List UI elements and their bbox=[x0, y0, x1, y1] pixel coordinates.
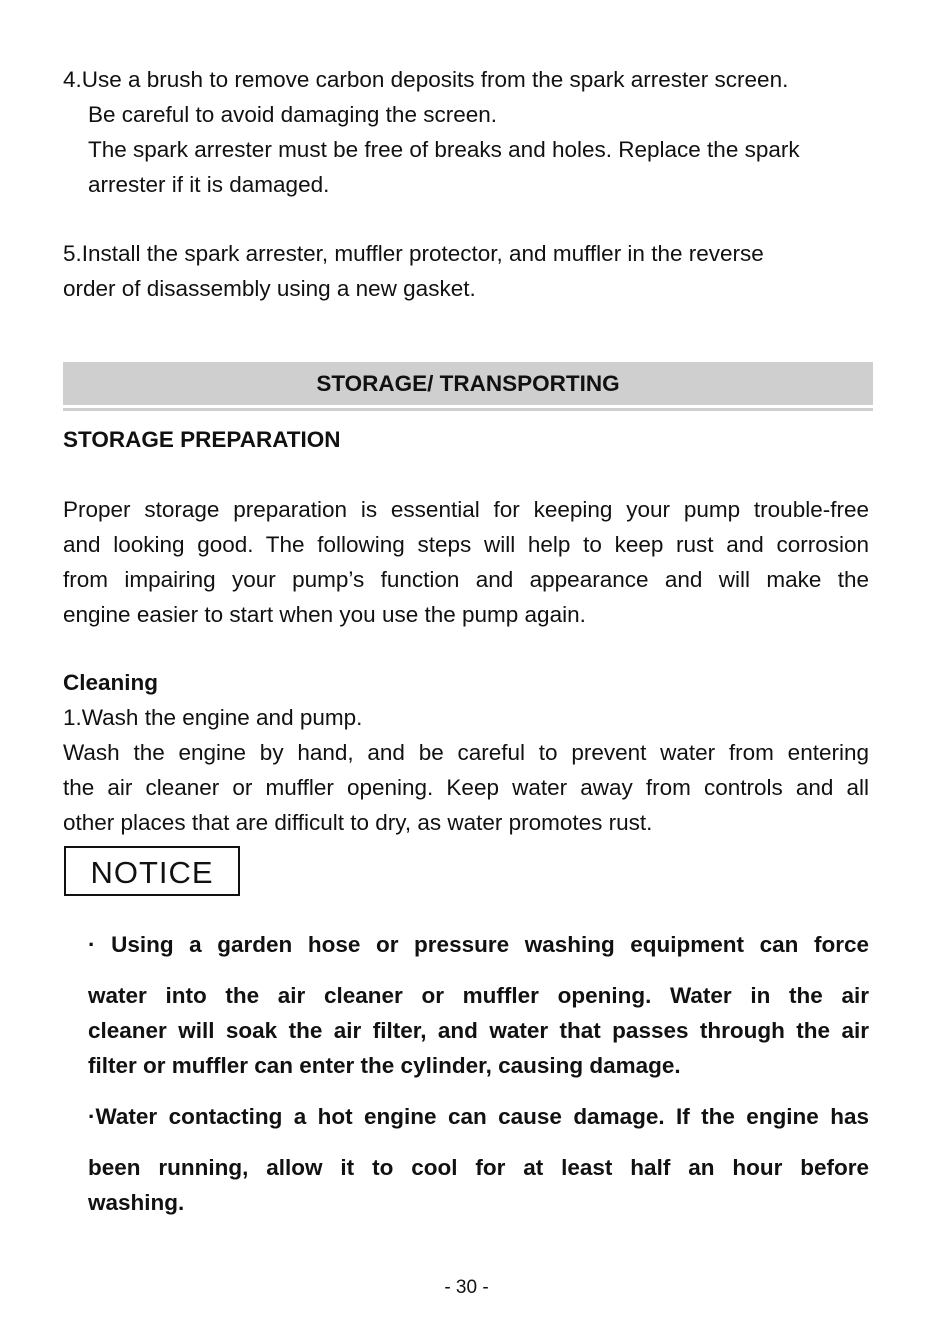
notice-bullet2-line: ·Water contacting a hot engine can cause damage. If the engine has bbox=[88, 1104, 869, 1129]
notice-label: NOTICE bbox=[90, 855, 214, 890]
cleaning-step1: 1.Wash the engine and pump. bbox=[63, 705, 363, 730]
cleaning-para-line: Wash the engine by hand, and be careful to prevent water from entering bbox=[63, 740, 869, 765]
storage-prep-para-line: Proper storage preparation is essential for keeping your pump trouble-free bbox=[63, 497, 869, 522]
notice-box bbox=[64, 846, 240, 896]
notice-bullet2-line: washing. bbox=[88, 1190, 185, 1215]
step4-line4: arrester if it is damaged. bbox=[88, 172, 330, 197]
step5-line2: order of disassembly using a new gasket. bbox=[63, 276, 476, 301]
section-title: STORAGE/ TRANSPORTING bbox=[316, 371, 620, 396]
storage-prep-heading: STORAGE PREPARATION bbox=[63, 427, 341, 452]
notice-bullet2-line: been running, allow it to cool for at least half an hour before bbox=[88, 1155, 869, 1180]
notice-bullet1-line: water into the air cleaner or muffler opening. Water in the air bbox=[88, 983, 869, 1008]
notice-bullet1-line: · Using a garden hose or pressure washing equipment can force bbox=[88, 932, 869, 957]
cleaning-heading: Cleaning bbox=[63, 670, 159, 695]
storage-prep-para-line: engine easier to start when you use the pump again. bbox=[63, 602, 586, 627]
notice-bullet1-line: cleaner will soak the air filter, and water that passes through the air bbox=[88, 1018, 869, 1043]
step4-line3: The spark arrester must be free of breaks and holes. Replace the spark bbox=[88, 137, 800, 162]
step5-line1: 5.Install the spark arrester, muffler protector, and muffler in the reverse bbox=[63, 241, 764, 266]
step4-line1: 4.Use a brush to remove carbon deposits from the spark arrester screen. bbox=[63, 67, 789, 92]
section-header-bar bbox=[63, 362, 873, 405]
cleaning-para-line: other places that are difficult to dry, as water promotes rust. bbox=[63, 810, 653, 835]
page-number: - 30 - bbox=[444, 1277, 489, 1298]
step4-line2: Be careful to avoid damaging the screen. bbox=[88, 102, 497, 127]
cleaning-para-line: the air cleaner or muffler opening. Keep water away from controls and all bbox=[63, 775, 869, 800]
notice-bullet1-line: filter or muffler can enter the cylinder, causing damage. bbox=[88, 1053, 681, 1078]
storage-prep-para-line: and looking good. The following steps will help to keep rust and corrosion bbox=[63, 532, 869, 557]
storage-prep-para-line: from impairing your pump’s function and appearance and will make the bbox=[63, 567, 869, 592]
section-divider bbox=[63, 408, 873, 411]
